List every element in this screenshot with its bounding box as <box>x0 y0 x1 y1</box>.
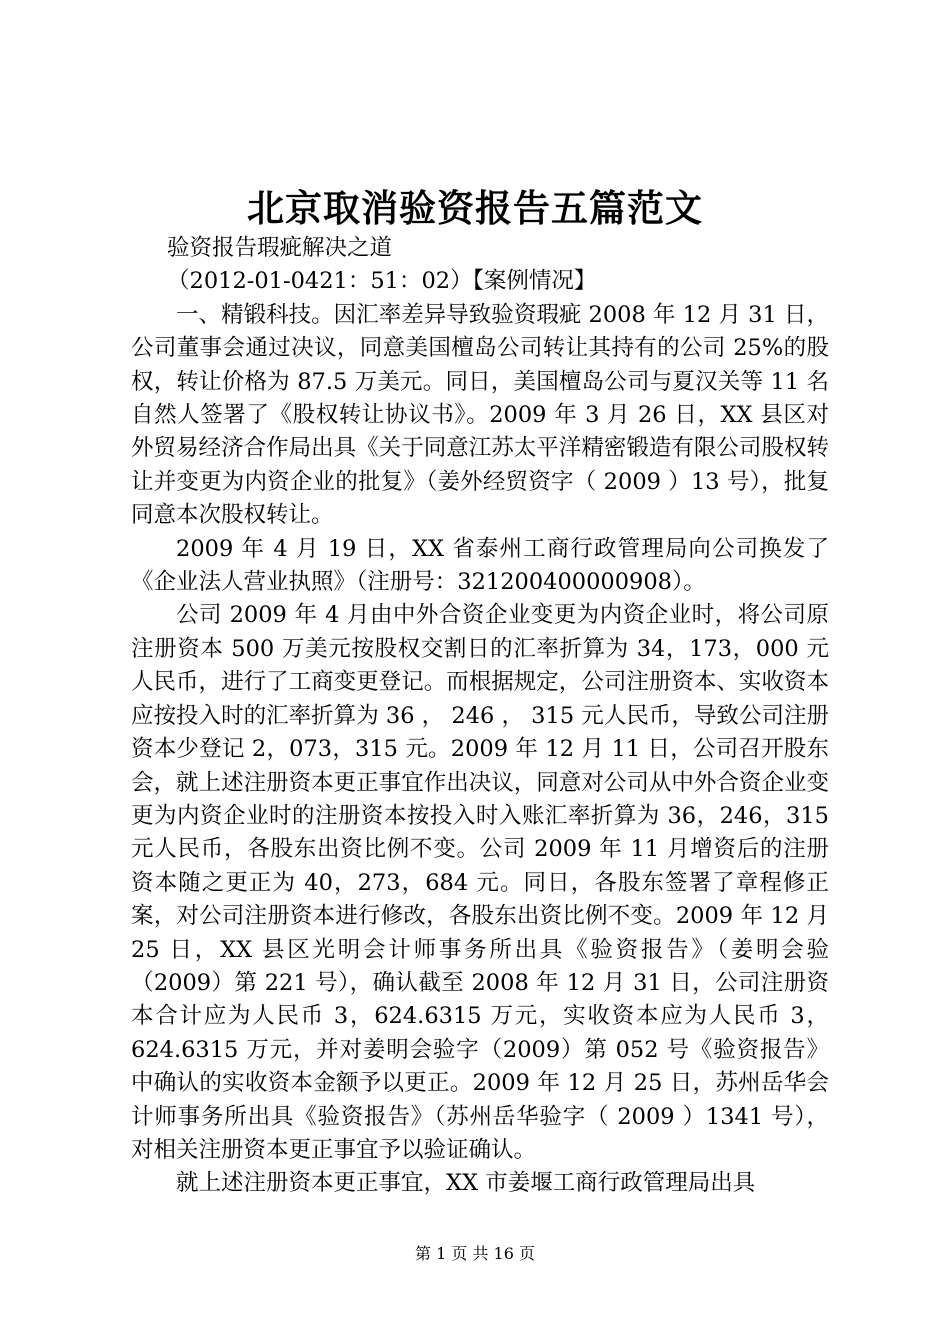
date-line: （2012-01-0421：51：02）【案例情况】 <box>167 268 597 295</box>
paragraph: 公司 2009 年 4 月由中外合资企业变更为内资企业时，将公司原注册资本 500 万美元按股权交割日的汇率折算为 34，173，000 元人民币，进行了工商变更登记。而根据规定，公司注册资本、实收资本应按投入时的汇率折算为 36 ， 246 ， 315 元人民币，导致公司注册资本少登记 2，073，315 元。2009 年 12 月 11 日，公司召开股东会，就上述注册资本更正事宜作出决议，同意对公司从中外合资企业变更为内资企业时的注册资本按投入时入账汇率折算为 36，246，315 元人民币，各股东出资比例不变。公司 2009 年 11 月增资后的注册资本随之更正为 40，273，684 元。同日，各股东签署了章程修正案，对公司注册资本进行修改，各股东出资比例不变。2009 年 12 月 25 日，XX 县区光明会计师事务所出具《验资报告》（姜明会验（2009）第 221 号），确认截至 2008 年 12 月 31 日，公司注册资本合计应为人民币 3，624.6315 万元，实收资本应为人民币 3，624.6315 万元，并对姜明会验字（2009）第 052 号《验资报告》中确认的实收资本金额予以更正。2009 年 12 月 25 日，苏州岳华会计师事务所出具《验资报告》（苏州岳华验字（ 2009 ）1341 号），对相关注册资本更正事宜予以验证确认。 <box>131 602 829 1163</box>
paragraph: 一、精锻科技。因汇率差异导致验资瑕疵 2008 年 12 月 31 日，公司董事会通过决议，同意美国檀岛公司转让其持有的公司 25%的股权，转让价格为 87.5 万美元。同日，美国檀岛公司与夏汉关等 11 名自然人签署了《股权转让协议书》。2009 年 3 月 26 日，XX 县区对外贸易经济合作局出具《关于同意江苏太平洋精密锻造有限公司股权转让并变更为内资企业的批复》（姜外经贸资字（ 2009 ）13 号），批复同意本次股权转让。 <box>131 301 829 529</box>
paragraph: 就上述注册资本更正事宜，XX 市姜堰工商行政管理局出具 <box>176 1170 756 1197</box>
document-body <box>131 232 829 1201</box>
page-footer: 第 1 页 共 16 页 <box>415 1244 535 1263</box>
paragraph: 2009 年 4 月 19 日，XX 省泰州工商行政管理局向公司换发了《企业法人营业执照》（注册号：321200400000908）。 <box>131 535 829 596</box>
subtitle: 验资报告瑕疵解决之道 <box>167 235 393 261</box>
document-title: 北京取消验资报告五篇范文 <box>247 186 703 230</box>
